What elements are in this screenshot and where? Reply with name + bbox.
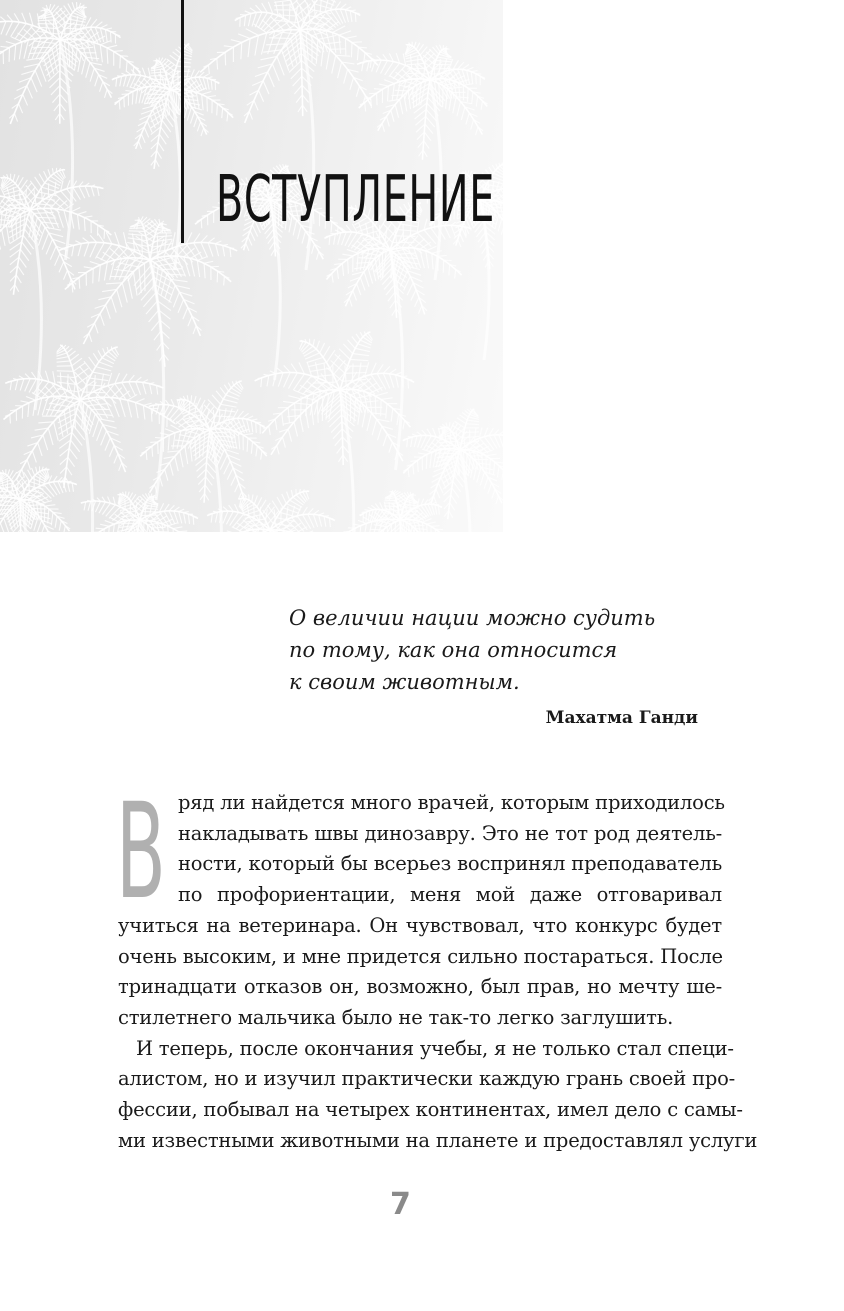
body-line: фессии, побывал на четырех континентах, имел дело с самы- bbox=[118, 1098, 743, 1122]
body-line: И теперь, после окончания учебы, я не только стал специ- bbox=[136, 1036, 734, 1060]
page-number: 7 bbox=[390, 1187, 411, 1222]
epigraph-author: Махатма Ганди bbox=[545, 708, 698, 728]
palm-fronds-pattern bbox=[0, 0, 503, 532]
body-text bbox=[116, 775, 758, 1156]
drop-cap-letter: В bbox=[116, 775, 166, 929]
body-line: стилетнего мальчика было не так-то легко заглушить. bbox=[118, 1005, 674, 1029]
body-line: тринадцати отказов он, возможно, был прав, но мечту ше- bbox=[118, 975, 722, 999]
body-line: очень высоким, и мне придется сильно постараться. После bbox=[118, 944, 723, 968]
body-line: ми известными животными на планете и предоставлял услуги bbox=[118, 1128, 758, 1152]
body-line: алистом, но и изучил практически каждую грань своей про- bbox=[118, 1067, 736, 1091]
epigraph bbox=[289, 602, 709, 698]
body-line: ности, который бы всерьез воспринял преподаватель bbox=[178, 852, 722, 876]
title-vertical-rule bbox=[181, 0, 184, 243]
body-line: по профориентации, меня мой даже отговаривал bbox=[178, 883, 722, 907]
body-line: накладывать швы динозавру. Это не тот род деятель- bbox=[178, 821, 722, 845]
epigraph-line-2: по тому, как она относится bbox=[289, 638, 618, 662]
body-line: учиться на ветеринара. Он чувствовал, что конкурс будет bbox=[118, 913, 722, 937]
chapter-title: ВСТУПЛЕНИЕ bbox=[216, 163, 495, 237]
palm-tree-illustration bbox=[0, 0, 503, 532]
epigraph-line-3: к своим животным. bbox=[289, 670, 520, 694]
epigraph-line-1: О величии нации можно судить bbox=[289, 606, 656, 630]
body-line: ряд ли найдется много врачей, которым приходилось bbox=[178, 791, 725, 814]
